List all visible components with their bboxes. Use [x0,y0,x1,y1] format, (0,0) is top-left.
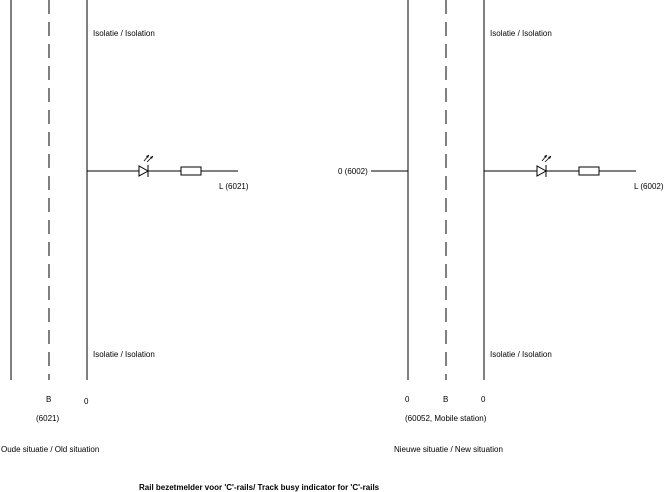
input-label-right: 0 (6002) [338,167,368,176]
output-label-right: L (6002) [634,182,664,191]
led-icon [139,155,153,177]
caption-right: Nieuwe situatie / New situation [394,445,503,454]
resistor-icon [579,167,599,175]
led-icon [537,155,551,177]
rail-0-label-left: 0 [84,397,89,406]
resistor-icon [181,167,201,175]
device-label-left: (6021) [36,414,60,423]
isolation-top-label-left: Isolatie / Isolation [93,29,155,38]
device-label-right: (60052, Mobile station) [405,414,487,423]
rail-0b-label-right: 0 [481,395,486,404]
isolation-top-label-right: Isolatie / Isolation [490,29,552,38]
rail-b-label-left: B [46,395,52,404]
old-situation-diagram [1,0,249,454]
caption-left: Oude situatie / Old situation [1,445,100,454]
isolation-bottom-label-right: Isolatie / Isolation [490,350,552,359]
output-label-left: L (6021) [219,182,249,191]
new-situation-diagram [338,0,664,454]
isolation-bottom-label-left: Isolatie / Isolation [93,350,155,359]
footer-title: Rail bezetmelder voor 'C'-rails/ Track busy indicator for 'C'-rails [139,483,380,492]
rail-b-label-right: B [443,395,449,404]
rail-0a-label-right: 0 [405,395,410,404]
